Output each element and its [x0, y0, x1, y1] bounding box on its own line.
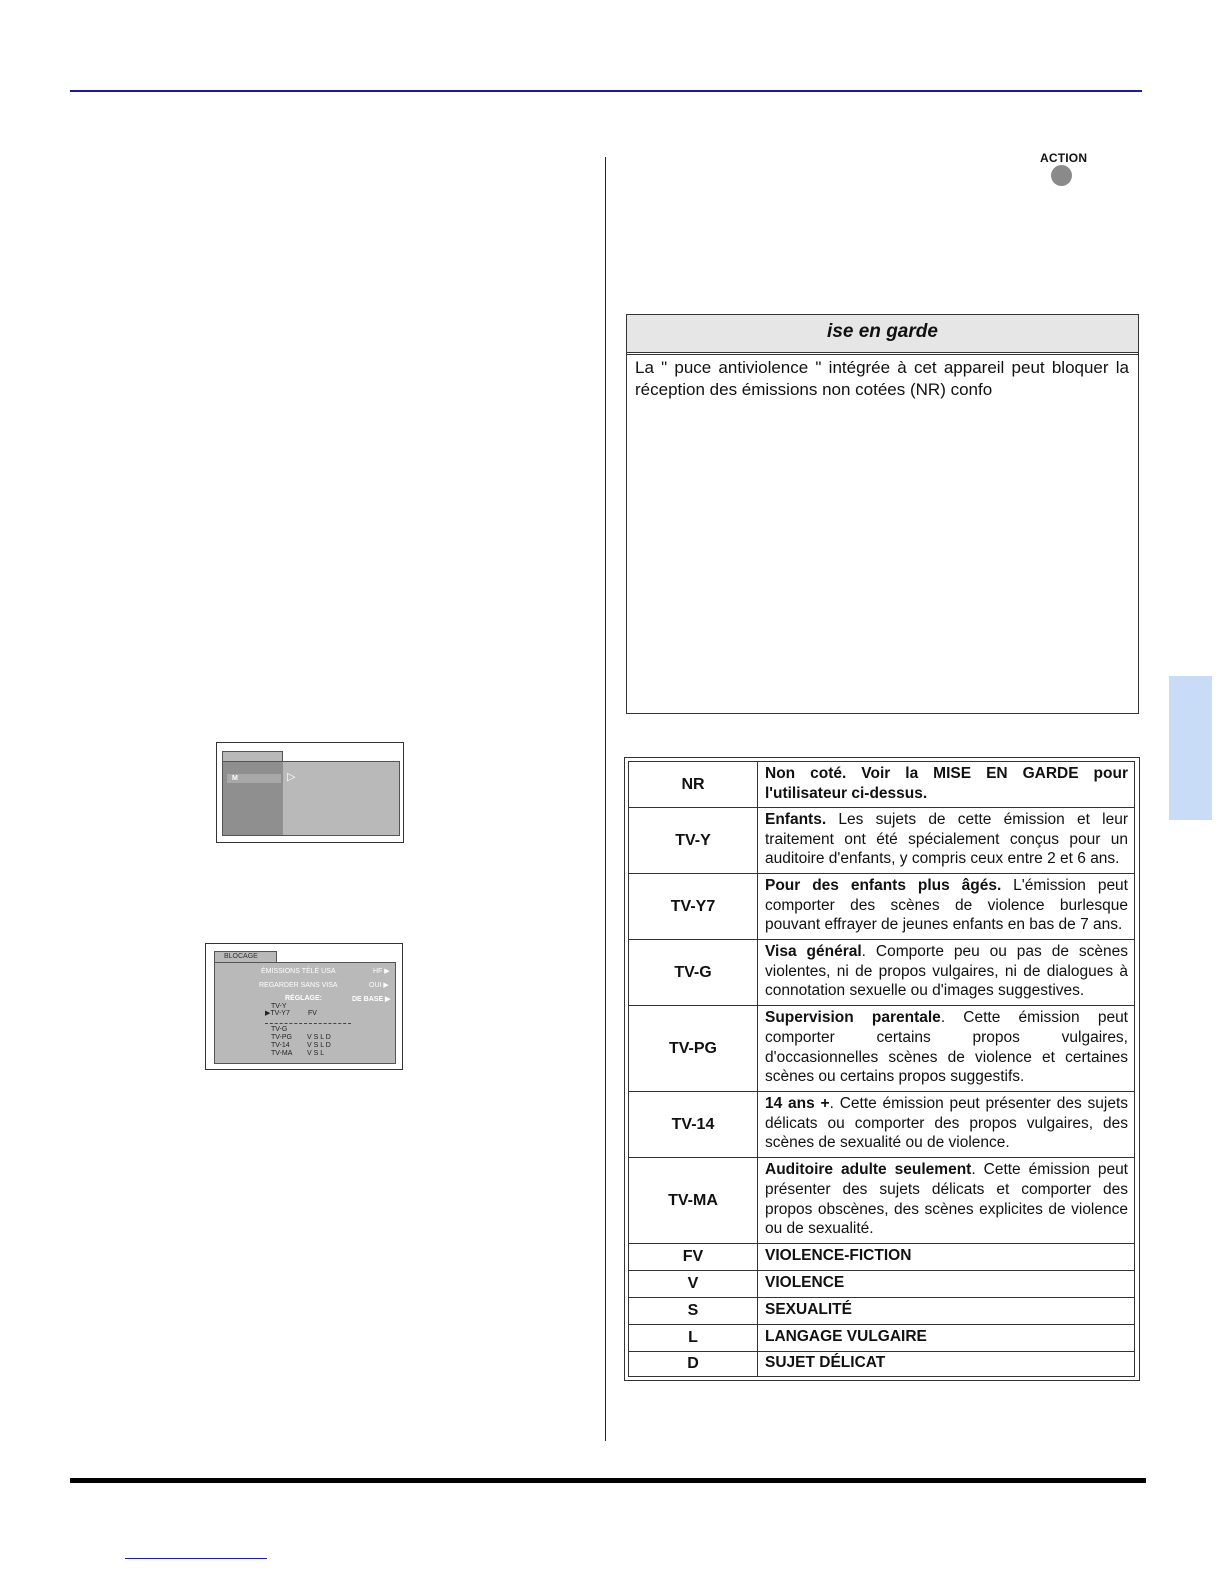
rating-text: . Cette émission peut présenter des sujets délicats ou comporter des propos vulgaires, des scènes de sexualité ou de violence. [765, 1094, 1128, 1152]
ratings-table [628, 761, 1135, 1377]
section-side-tab [1169, 676, 1212, 820]
footer-rule [70, 1478, 1146, 1483]
rating-code: TV-Y [629, 808, 758, 874]
rating-code: TV-G [629, 940, 758, 1006]
header-rule [70, 90, 1142, 92]
blocage-panel [214, 962, 396, 1064]
rating-code: S [629, 1298, 758, 1325]
table-row [629, 1352, 1135, 1377]
menu-left-column [223, 762, 283, 835]
blocage-row-label: RÉGLAGE: [285, 995, 322, 1002]
table-row [629, 940, 1135, 1006]
blocage-row-value: HF ▶ [373, 968, 390, 975]
rating-title: VIOLENCE [765, 1274, 845, 1292]
rating-title: Enfants. [765, 810, 827, 828]
blocage-row-label: ÉMISSIONS TÉLÉ USA [261, 968, 336, 975]
rating-description [758, 1325, 1135, 1352]
blocage-row-value: DE BASE ▶ [352, 996, 391, 1003]
blocage-row-label: REGARDER SANS VISA [259, 982, 338, 989]
rating-title: Non coté. Voir la MISE EN GARDE pour l'utilisateur ci-dessus. [765, 764, 1128, 802]
blocage-row-value: OUI ▶ [369, 982, 389, 989]
rating-description [758, 874, 1135, 940]
rating-description [758, 1298, 1135, 1325]
rating-title: SUJET DÉLICAT [765, 1354, 886, 1372]
table-row [629, 1298, 1135, 1325]
rating-code: FV [629, 1244, 758, 1271]
table-row [629, 1325, 1135, 1352]
blocage-dashed-divider [265, 1023, 351, 1024]
ratings-table-frame [624, 757, 1140, 1381]
blocage-tab [214, 951, 277, 962]
blocage-rating-code: TV-PG [271, 1034, 293, 1041]
rating-text: . Cette émission peut comporter certains propos vulgaires, d'occasionnelles scènes de violence et certaines scènes ou certains propos suggestifs. [765, 1009, 1128, 1086]
action-button-label: ACTION [1040, 151, 1088, 165]
table-row [629, 874, 1135, 940]
table-row [629, 1158, 1135, 1244]
blocage-tab-label: BLOCAGE [224, 953, 258, 960]
rating-text: Les sujets de cette émission et leur traitement ont été spécialement conçus pour un auditoire d'enfants, y compris ceux entre 2 et 6 ans. [765, 810, 1128, 868]
action-button-icon [1051, 165, 1072, 186]
footer-link-underline[interactable] [125, 1558, 267, 1559]
rating-code: TV-PG [629, 1006, 758, 1092]
menu-selected-label: M [232, 775, 238, 782]
table-row [629, 1271, 1135, 1298]
rating-title: LANGAGE VULGAIRE [765, 1328, 927, 1346]
menu-screenshot-main [216, 742, 404, 843]
warning-box [626, 314, 1139, 714]
rating-code: L [629, 1325, 758, 1352]
rating-code: NR [629, 762, 758, 808]
warning-title-separator [627, 354, 1138, 355]
rating-title: Visa général [765, 942, 862, 960]
blocage-rating-code: ▶TV-Y7 [265, 1010, 290, 1017]
rating-title: SEXUALITÉ [765, 1301, 852, 1319]
column-divider [605, 157, 606, 1441]
table-row [629, 1092, 1135, 1158]
rating-description [758, 1092, 1135, 1158]
menu-arrow-icon: ▷ [287, 771, 296, 783]
rating-description [758, 1271, 1135, 1298]
rating-title: Pour des enfants plus âgés. [765, 876, 1002, 894]
warning-body: La " puce antiviolence " intégrée à cet appareil peut bloquer la réception des émissions non cotées (NR) confo [635, 358, 1129, 399]
rating-title: VIOLENCE-FICTION [765, 1247, 912, 1265]
rating-code: D [629, 1352, 758, 1377]
menu-tab [222, 751, 283, 761]
rating-text: . Cette émission peut présenter des sujets délicats et comporter des propos obscènes, des scènes explicites de violence ou de sexualité. [765, 1161, 1128, 1238]
rating-text: L'émission peut comporter des scènes de violence burlesque pouvant effrayer de jeunes enfants en bas de 7 ans. [765, 876, 1128, 934]
rating-title: Supervision parentale [765, 1009, 941, 1027]
rating-code: TV-MA [629, 1158, 758, 1244]
table-row [629, 1244, 1135, 1271]
rating-description [758, 940, 1135, 1006]
blocage-rating-flags: V S L D [307, 1042, 331, 1049]
rating-description [758, 1006, 1135, 1092]
rating-description [758, 1244, 1135, 1271]
table-row [629, 762, 1135, 808]
blocage-rating-code: TV-14 [271, 1042, 290, 1049]
menu-screenshot-blocage [205, 943, 403, 1070]
blocage-rating-code: TV-G [271, 1026, 288, 1033]
rating-description [758, 762, 1135, 808]
rating-title: 14 ans + [765, 1094, 830, 1112]
blocage-rating-code: TV-MA [271, 1050, 293, 1057]
rating-code: TV-Y7 [629, 874, 758, 940]
rating-title: Auditoire adulte seulement [765, 1161, 972, 1179]
rating-description [758, 1158, 1135, 1244]
blocage-rating-flags: FV [308, 1010, 317, 1017]
table-row [629, 808, 1135, 874]
rating-code: V [629, 1271, 758, 1298]
table-row [629, 1006, 1135, 1092]
rating-description [758, 808, 1135, 874]
blocage-rating-code: TV-Y [271, 1003, 287, 1010]
rating-code: TV-14 [629, 1092, 758, 1158]
warning-title: ise en garde [627, 315, 1138, 353]
blocage-rating-flags: V S L [307, 1050, 325, 1057]
blocage-rating-flags: V S L D [307, 1034, 331, 1041]
rating-description [758, 1352, 1135, 1377]
rating-text: . Comporte peu ou pas de scènes violentes, ni de propos vulgaires, ni de dialogues à connotation sexuelle ou d'images suggestives. [765, 942, 1128, 1000]
menu-panel [222, 761, 400, 836]
